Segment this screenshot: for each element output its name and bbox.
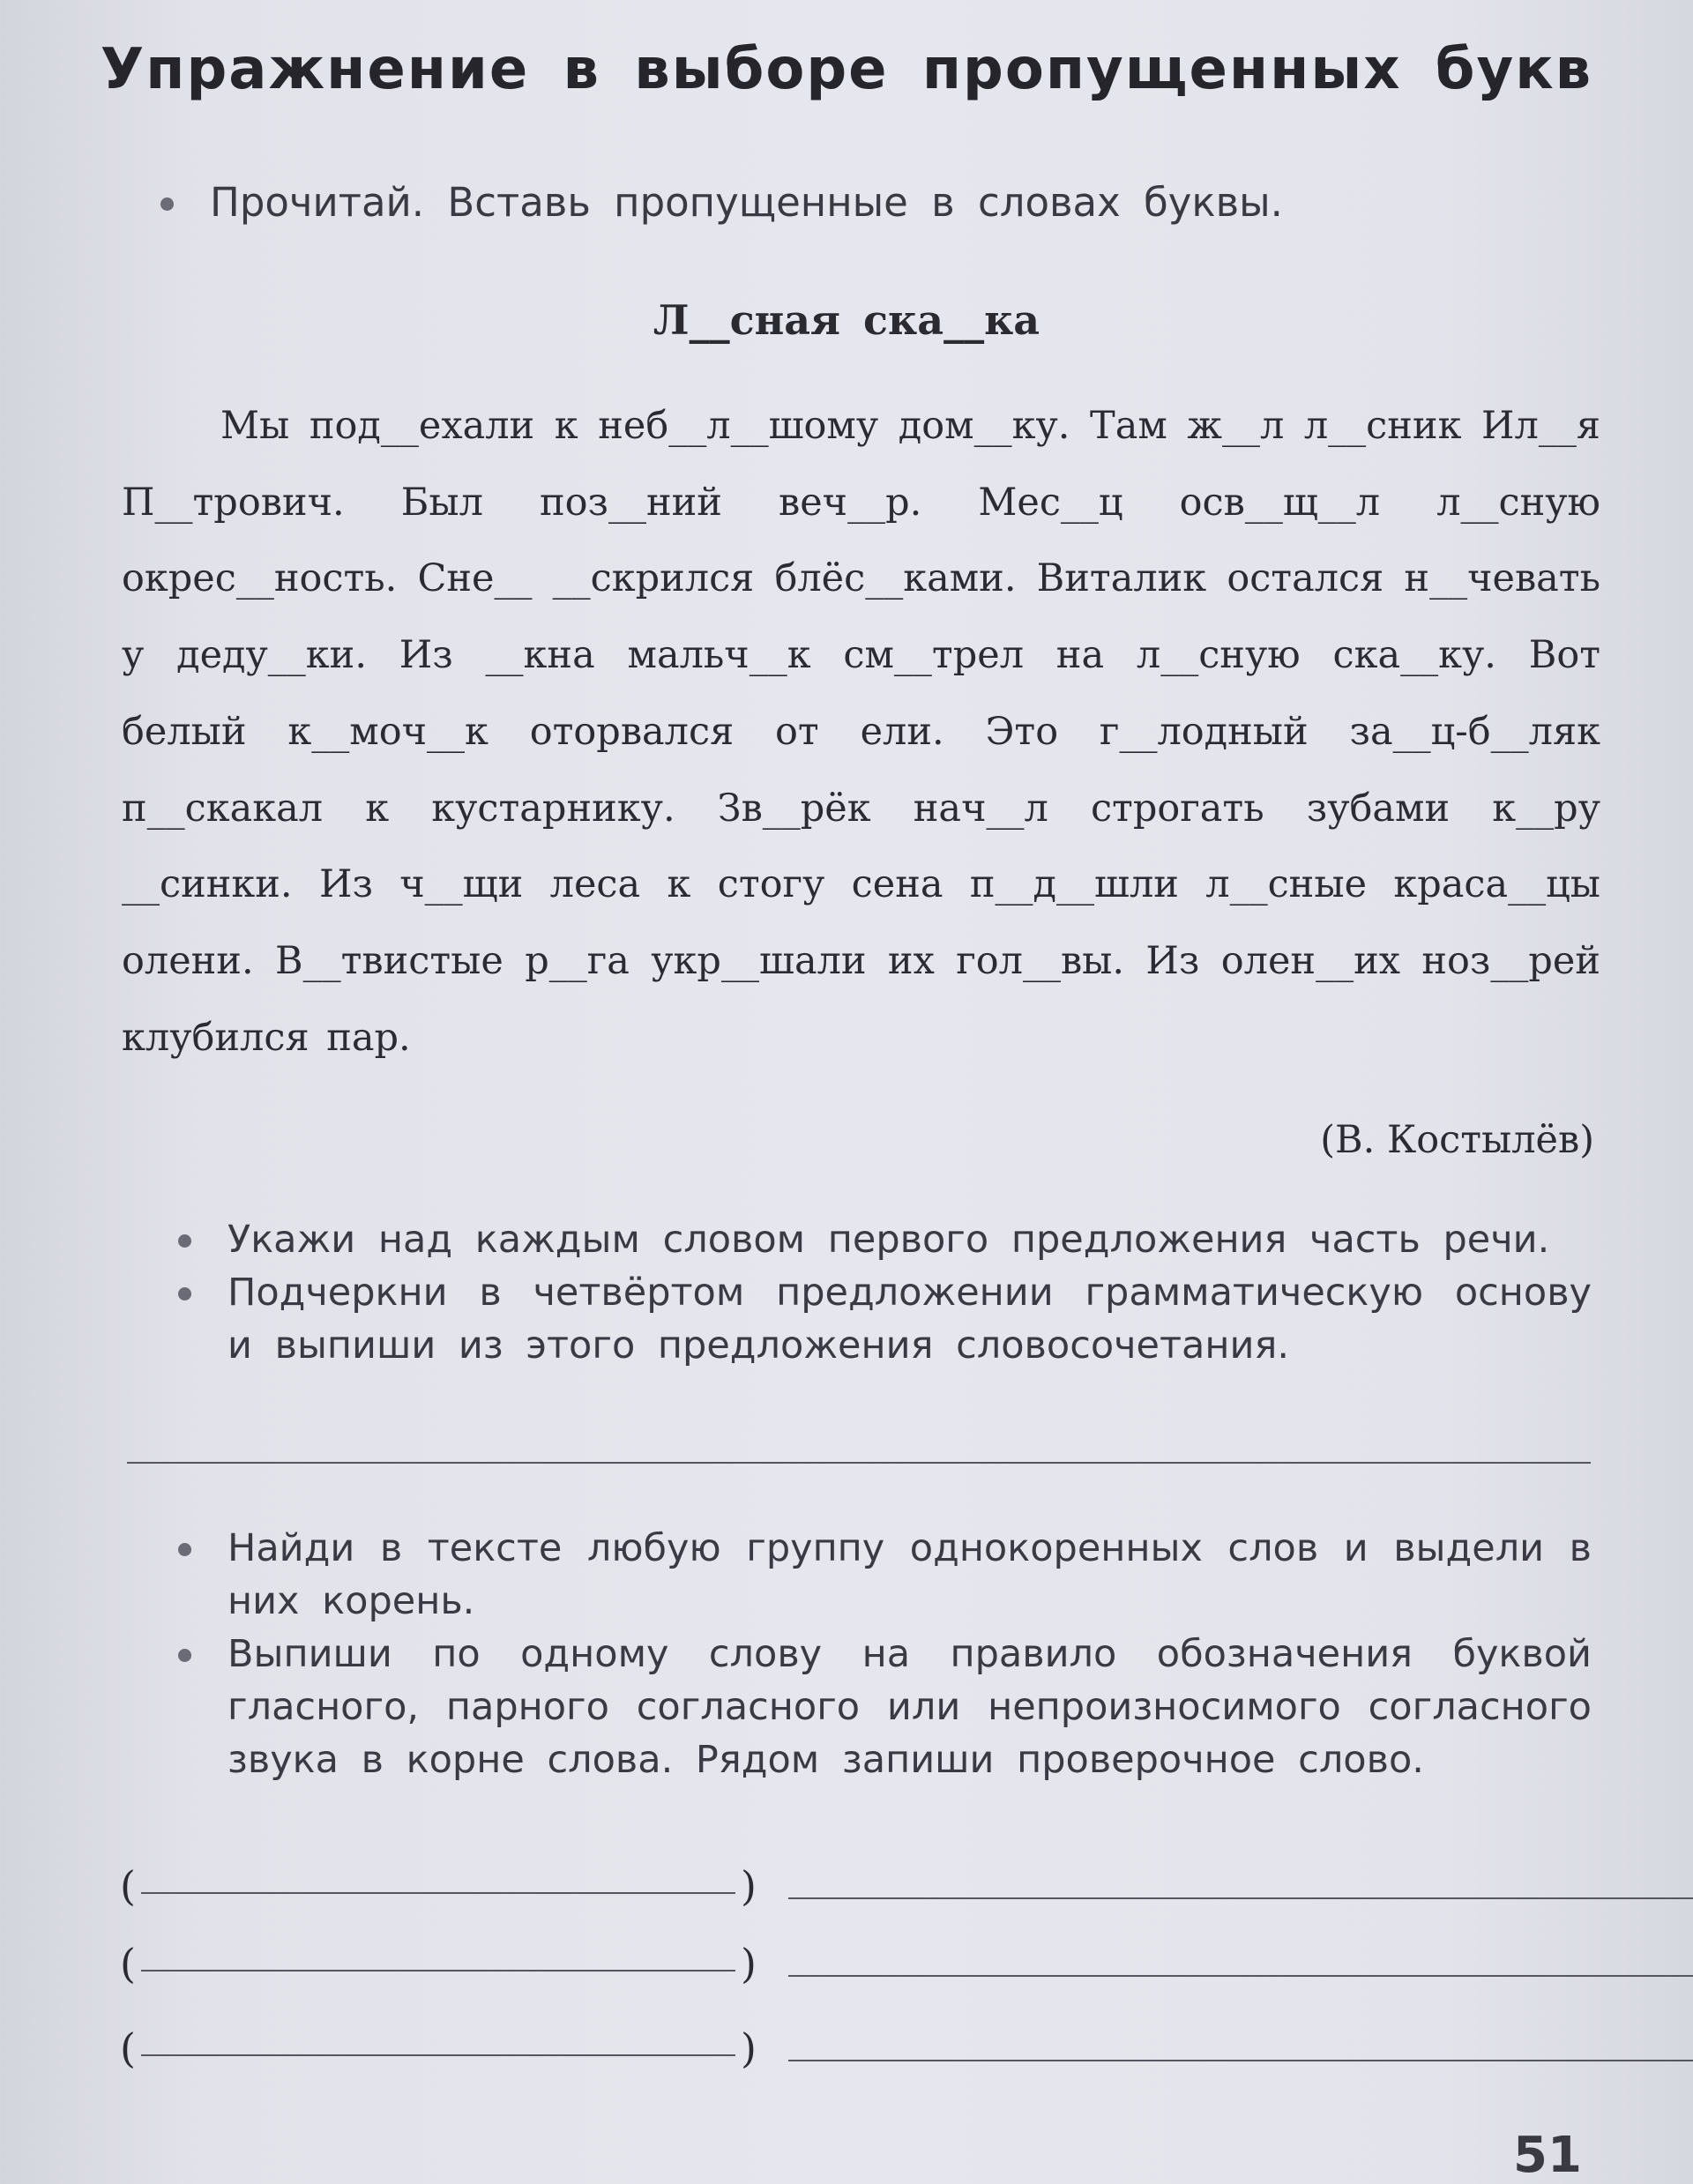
close-paren: ) <box>741 1940 757 1987</box>
answer-row <box>120 1940 1601 1993</box>
bullet-icon <box>178 1649 191 1662</box>
story-title: Л__сная ска__ка <box>653 296 1040 344</box>
bullet-icon <box>178 1287 191 1301</box>
check-word-blank[interactable] <box>788 1975 1693 1977</box>
task-root-words: Найди в тексте любую группу однокоренных слов и выдели в них корень. <box>227 1526 1592 1623</box>
check-word-blank[interactable] <box>788 1897 1693 1899</box>
answer-row <box>120 2024 1601 2077</box>
task-spelling-rule: Выпиши по одному слову на правило обозначения буквой гласного, парного согласного или непроизносимого согласного звука в корне слова. Рядом запиши проверочное слово. <box>227 1632 1592 1782</box>
close-paren: ) <box>741 1862 757 1910</box>
task-list-2 <box>176 1522 1592 1786</box>
task-grammatical-basis: Подчеркни в четвёртом предложении грамматическую основу и выпиши из этого предложения словосочетания. <box>227 1271 1592 1368</box>
bullet-icon <box>178 1543 191 1556</box>
open-paren: ( <box>120 1940 136 1987</box>
story-author: (В. Костылёв) <box>1320 1118 1594 1162</box>
story-text: Мы под__ехали к неб__л__шому дом__ку. Там ж__л л__сник Ил__я П__трович. Был поз__ний веч__р. Мес__ц осв__щ__л л__сную окрес__ность. Сне__ __скрился блёс__ками. Виталик остался н__чевать у деду__ки. Из __кна мальч__к см__трел на л__сную ска__ку. Вот белый к__моч__к оторвался от ели. Это г__лодный за__ц-б__ляк п__скакал к кустарнику. Зв__рёк нач__л строгать зубами к__ру __синки. Из ч__щи леса к стогу сена п__д__шли л__сные краса__цы олени. В__твистые р__га укр__шали их гол__вы. Из олен__их ноз__рей клубился пар. <box>122 404 1600 1060</box>
bullet-icon <box>160 198 174 211</box>
page-number: 51 <box>1513 2127 1582 2184</box>
open-paren: ( <box>120 1862 136 1910</box>
task-parts-of-speech: Укажи над каждым словом первого предложения часть речи. <box>227 1218 1550 1262</box>
reading-instruction-text: Прочитай. Вставь пропущенные в словах буквы. <box>210 179 1283 226</box>
bullet-icon <box>178 1234 191 1248</box>
page-title: Упражнение в выборе пропущенных букв <box>100 37 1593 102</box>
answer-blank[interactable] <box>141 2054 735 2056</box>
task-list-1 <box>176 1213 1592 1372</box>
close-paren: ) <box>741 2024 757 2072</box>
open-paren: ( <box>120 2024 136 2072</box>
answer-line[interactable] <box>127 1462 1591 1464</box>
answer-blank[interactable] <box>141 1970 735 1972</box>
answer-row <box>120 1862 1601 1915</box>
reading-instruction <box>159 176 1570 229</box>
answer-blank[interactable] <box>141 1892 735 1894</box>
check-word-blank[interactable] <box>788 2060 1693 2061</box>
